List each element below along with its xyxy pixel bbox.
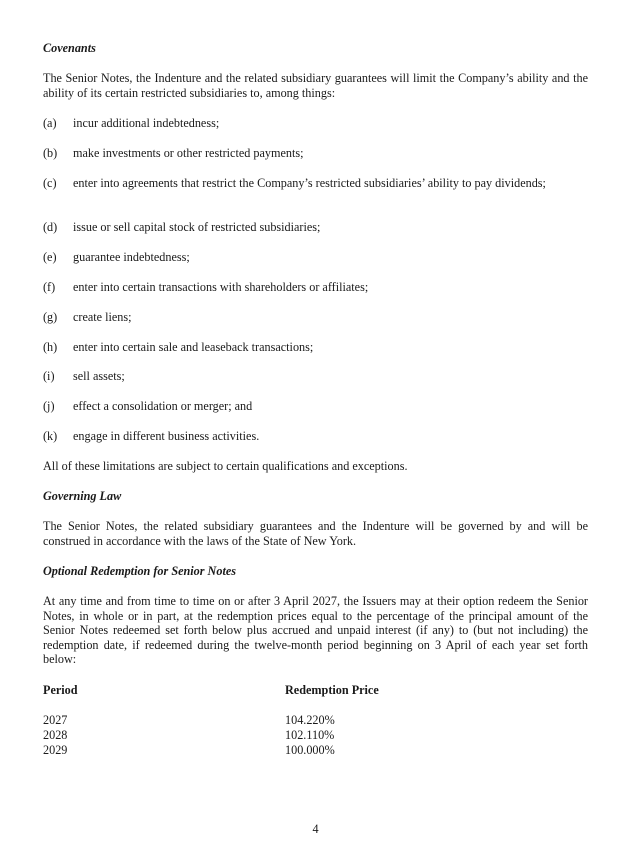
table-cell-price: 102.110% <box>285 728 335 742</box>
list-item-text: sell assets; <box>73 369 125 383</box>
list-marker: (i) <box>43 369 55 383</box>
list-item <box>43 176 588 191</box>
table-cell-price: 100.000% <box>285 743 335 757</box>
list-marker: (g) <box>43 310 58 324</box>
list-marker: (k) <box>43 429 58 443</box>
list-item-text: enter into certain transactions with shareholders or affiliates; <box>73 280 369 294</box>
list-marker: (d) <box>43 220 58 234</box>
list-item-text: enter into certain sale and leaseback transactions; <box>73 340 314 354</box>
list-marker: (f) <box>43 280 56 294</box>
table-header-redemption-price: Redemption Price <box>285 683 379 697</box>
optional-redemption-heading: Optional Redemption for Senior Notes <box>43 564 236 578</box>
list-item <box>43 429 588 444</box>
list-item <box>43 116 588 131</box>
optional-redemption-text: At any time and from time to time on or after 3 April 2027, the Issuers may at their option redeem the Senior Notes, in whole or in part, at the redemption prices equal to the percentage of the principal amount of the Senior Notes redeemed set forth below plus accrued and unpaid interest (if any) to (but not including) the redemption date, if redeemed during the twelve-month period beginning on 3 April of each year set forth below: <box>43 594 588 666</box>
governing-law-text: The Senior Notes, the related subsidiary guarantees and the Indenture will be governed by and will be construed in accordance with the laws of the State of New York. <box>43 519 588 548</box>
table-header-period: Period <box>43 683 78 697</box>
table-cell-period: 2029 <box>43 743 68 757</box>
covenants-closing: All of these limitations are subject to certain qualifications and exceptions. <box>43 459 408 473</box>
list-item-text: create liens; <box>73 310 132 324</box>
list-item-text: issue or sell capital stock of restricted subsidiaries; <box>73 220 321 234</box>
list-item-text: engage in different business activities. <box>73 429 260 443</box>
list-marker: (a) <box>43 116 57 130</box>
page-number: 4 <box>312 822 319 836</box>
list-item <box>43 250 588 265</box>
list-item <box>43 340 588 355</box>
list-item-text: make investments or other restricted payments; <box>73 146 304 160</box>
governing-law-heading: Governing Law <box>43 489 122 503</box>
table-cell-price: 104.220% <box>285 713 335 727</box>
list-item <box>43 146 588 161</box>
table-cell-period: 2028 <box>43 728 68 742</box>
list-marker: (c) <box>43 176 57 190</box>
list-item-text: effect a consolidation or merger; and <box>73 399 253 413</box>
list-marker: (e) <box>43 250 57 264</box>
covenants-heading: Covenants <box>43 41 96 55</box>
list-item <box>43 399 588 414</box>
list-marker: (h) <box>43 340 58 354</box>
list-item-text: incur additional indebtedness; <box>73 116 220 130</box>
list-marker: (b) <box>43 146 58 160</box>
table-cell-period: 2027 <box>43 713 68 727</box>
list-item-text: guarantee indebtedness; <box>73 250 190 264</box>
list-item <box>43 220 588 235</box>
list-item <box>43 310 588 325</box>
list-marker: (j) <box>43 399 55 413</box>
list-item <box>43 280 588 295</box>
covenants-intro: The Senior Notes, the Indenture and the related subsidiary guarantees will limit the Company’s ability and the ability of its certain restricted subsidiaries to, among things: <box>43 71 588 100</box>
list-item <box>43 369 588 384</box>
list-item-text: enter into agreements that restrict the Company’s restricted subsidiaries’ ability to pay dividends; <box>73 176 546 190</box>
